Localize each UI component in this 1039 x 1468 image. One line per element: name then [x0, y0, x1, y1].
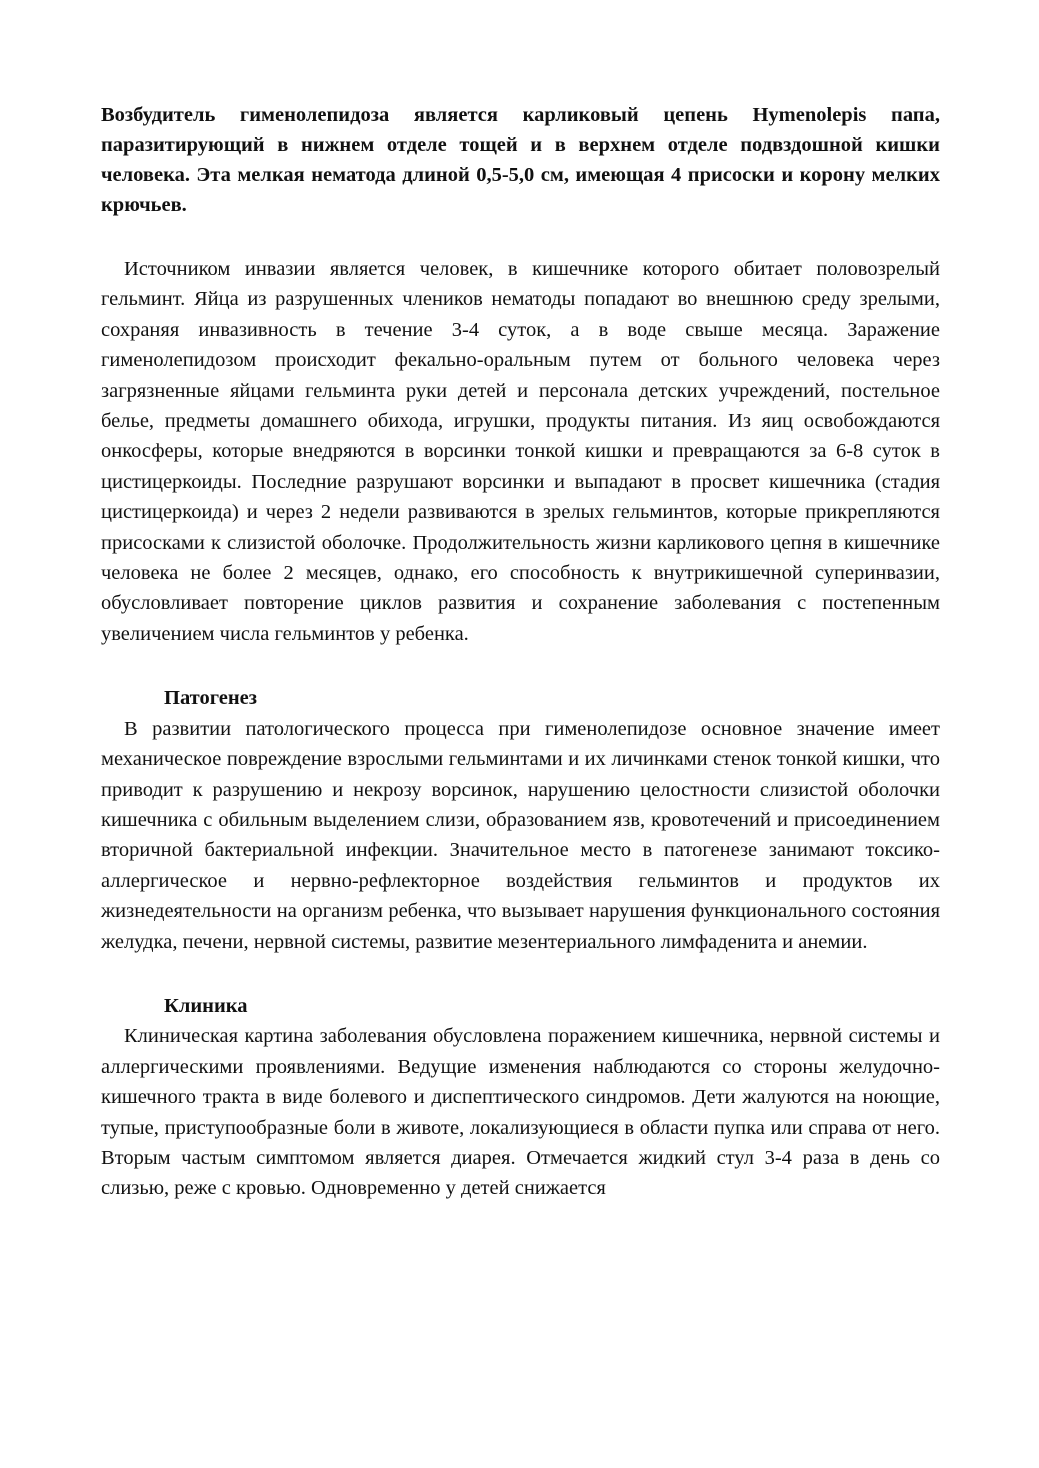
pathogenesis-paragraph: В развитии патологического процесса при гименолепидозе основное значение имеет механическое повреждение взрослыми гельминтами и их личинками стенок тонкой кишки, что приводит к разрушению и некрозу ворсинок, нарушению целостности слизистой оболочки кишечника с обильным выделением слизи, образованием язв, кровотечений и присоединением вторичной бактериальной инфекции. Значительное место в патогенезе занимают токсико-аллергическое и нервно-рефлекторное воздействия гельминтов и продуктов их жизнедеятельности на организм ребенка, что вызывает нарушения функционального состояния желудка, печени, нервной системы, развитие мезентериального лимфаденита и анемии.: [101, 717, 940, 953]
document-page: [101, 100, 940, 1204]
intro-paragraph: Возбудитель гименолепидоза является карликовый цепень Hymenolepis папа, паразитирующий в нижнем отделе тощей и в верхнем отделе подвздошной кишки человека. Эта мелкая нематода длиной 0,5-5,0 см, имеющая 4 присоски и корону мелких крючьев.: [101, 104, 940, 216]
clinic-paragraph: Клиническая картина заболевания обусловлена поражением кишечника, нервной системы и аллергическими проявлениями. Ведущие изменения наблюдаются со стороны желудочно-кишечного тракта в виде болевого и диспептического синдромов. Дети жалуются на ноющие, тупые, приступообразные боли в животе, локализующиеся в области пупка или справа от него. Вторым частым симптомом является диарея. Отмечается жидкий стул 3-4 раза в день со слизью, реже с кровью. Одновременно у детей снижается: [101, 1025, 940, 1200]
pathogenesis-heading: Патогенез: [164, 687, 258, 710]
section-spacer: [101, 649, 940, 683]
clinic-heading: Клиника: [164, 994, 248, 1017]
section-spacer: [101, 957, 940, 991]
source-of-invasion-paragraph: Источником инвазии является человек, в кишечнике которого обитает половозрелый гельминт. Яйца из разрушенных члеников нематоды попадают во внешнюю среду зрелыми, сохраняя инвазивность в течение 3-4 суток, а в воде свыше месяца. Заражение гименолепидозом происходит фекально-оральным путем от больного человека через загрязненные яйцами гельминта руки детей и персонала детских учреждений, постельное белье, предметы домашнего обихода, игрушки, продукты питания. Из яиц освобождаются онкосферы, которые внедряются в ворсинки тонкой кишки и превращаются за 6-8 суток в цистицеркоиды. Последние разрушают ворсинки и выпадают в просвет кишечника (стадия цистицеркоида) и через 2 недели развиваются в зрелых гельминтов, которые прикрепляются присосками к слизистой оболочке. Продолжительность жизни карликового цепня в кишечнике человека не более 2 месяцев, однако, его способность к внутрикишечной суперинвазии, обусловливает повторение циклов развития и сохранение заболевания с постепенным увеличением числа гельминтов у ребенка.: [101, 258, 940, 645]
